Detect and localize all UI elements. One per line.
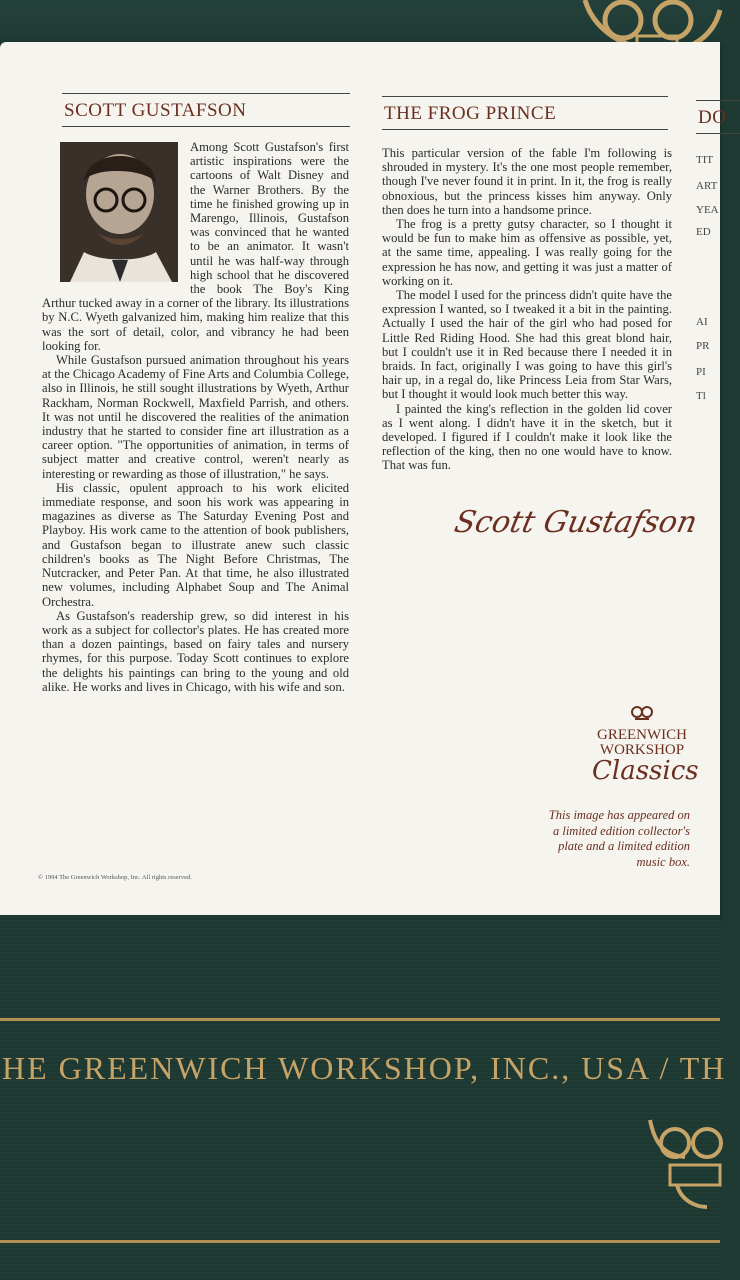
story-text — [382, 146, 672, 473]
artist-bio — [42, 140, 349, 694]
third-column-label: PI — [696, 366, 706, 378]
third-column-label: ART — [696, 180, 718, 192]
logo-line-greenwich: GREENWICH — [597, 727, 687, 743]
story-paragraph: This particular version of the fable I'm following is shrouded in mystery. It's the one most people remember, though I've never found it in print. In it, the frog is really obnoxious, but the princess kisses him anyway. Only then does he turn into a handsome prince. — [382, 146, 672, 217]
copyright-notice: © 1994 The Greenwich Workshop, Inc. All rights reserved. — [38, 874, 192, 881]
greenwich-workshop-classics-logo — [592, 705, 699, 786]
artist-paragraph: While Gustafson pursued animation throughout his years at the Chicago Academy of Fine Arts and Columbia College, also in Illinois, he still sought illustrations by Wyeth, Arthur Rackham, Norman Rockwell, Maxfield Parrish, and others. It was not until he discovered the realities of the animation industry that he started to consider fine art illustration as a career option. "The opportunities of animation, in terms of subject matter and creative control, weren't nearly as interesting or rewarding as those of illustration," he says. — [42, 353, 349, 481]
story-heading: THE FROG PRINCE — [382, 96, 668, 130]
third-column-label: YEA — [696, 204, 719, 216]
artist-paragraph: His classic, opulent approach to his work elicited immediate response, and soon his work was appearing in magazines as diverse as The Saturday Evening Post and Playboy. His work came to the attention of book publishers, and Gustafson began to illustrate anew such classic children's books as The Night Before Christmas, The Nutcracker, and Peter Pan. At that time, he also illustrated new volumes, including Alphabet Soup and The Animal Orchestra. — [42, 480, 349, 609]
artist-heading: SCOTT GUSTAFSON — [62, 93, 350, 127]
third-column-heading: DO — [696, 100, 740, 134]
third-column-label: Tl — [696, 390, 706, 402]
third-column-label: TIT — [696, 154, 714, 166]
story-paragraph: The model I used for the princess didn't quite have the expression I wanted, so I tweaked it a bit in the painting. Actually I used the hair of the girl who had posed for Little Red Riding Hood. She had this great blond hair, but I couldn't use it in Red because there I needed it in braids. In fact, originally I was going to have this girl's hair up, in a regal do, like Princess Leia from Star Wars, but I thought it would look much better this way. — [382, 288, 672, 402]
folder-banner-text: HE GREENWICH WORKSHOP, INC., USA / TH — [2, 1050, 727, 1086]
third-column-label: ED — [696, 226, 711, 238]
story-paragraph: I painted the king's reflection in the golden lid cover as I went along. I didn't have it in the sketch, but it developed. I figured if I couldn't make it look like the reflection of the king, then no one would have to know. That was fun. — [382, 401, 672, 473]
owl-logo-icon — [631, 705, 653, 723]
edition-note: This image has appeared on a limited edition collector's plate and a limited edition music box. — [548, 808, 690, 869]
story-paragraph: The frog is a pretty gutsy character, so I thought it would be fun to make him as offensive as possible, yet, at the same time, appealing. I was really going for the expression he has now, and getting it was just a matter of working on it. — [382, 217, 672, 288]
artist-portrait-photo — [60, 142, 178, 282]
gold-rule-upper — [0, 1018, 720, 1021]
third-column-label: AI — [696, 316, 708, 328]
logo-line-workshop: WORKSHOP — [599, 742, 685, 758]
logo-line-classics: Classics — [592, 756, 699, 786]
third-column-label: PR — [696, 340, 710, 352]
artist-paragraph: Among Scott Gustafson's first artistic inspirations were the cartoons of Walt Disney and the Warner Brothers. By the time he finished growing up in Marengo, Illinois, Gustafson was convinced that he wanted to be an animator. It wasn't until he was half-way through high school that he discovered the book The Boy's King Arthur tucked away in a corner of the library. Its illustrations by N.C. Wyeth galvanized him, making him realize that this was the sort of detail, color, and vibrancy he had been looking for. — [42, 140, 349, 353]
folder-bottom — [0, 915, 720, 1280]
artist-signature: Scott Gustafson — [451, 505, 701, 540]
owl-emblem-bottom-icon — [645, 1115, 720, 1210]
gold-rule-lower — [0, 1240, 720, 1243]
artist-paragraph: As Gustafson's readership grew, so did interest in his work as a subject for collector's plates. He has created more than a dozen paintings, based on fairy tales and nursery rhymes, for this purpose. Today Scott continues to explore the delights his paintings can bring to the young and old alike. He works and lives in Chicago, with his wife and son. — [42, 608, 349, 694]
